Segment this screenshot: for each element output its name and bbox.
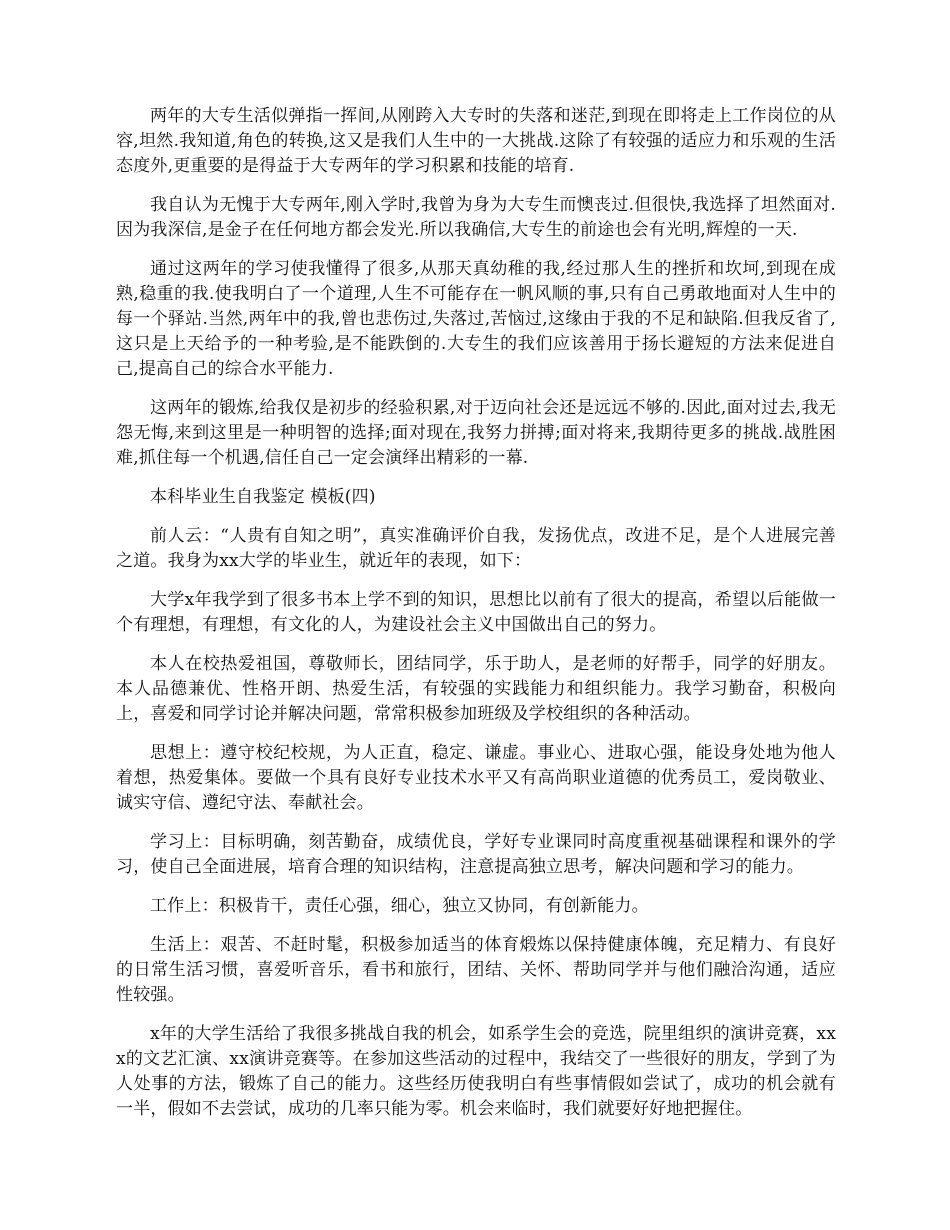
paragraph-3: 通过这两年的学习使我懂得了很多,从那天真幼稚的我,经过那人生的挫折和坎坷,到现在成熟,稳重的我.使我明白了一个道理,人生不可能存在一帆风顺的事,只有自己勇敢地面对人生中的每一个驿站.当然,两年中的我,曾也悲伤过,失落过,苦恼过,这缘由于我的不足和缺陷.但我反省了,这只是上天给予的一种考验,是不能跌倒的.大专生的我们应该善用于扬长避短的方法来促进自己,提高自己的综合水平能力.: [116, 259, 836, 379]
paragraph-8: 本人在校热爱祖国，尊敬师长，团结同学，乐于助人，是老师的好帮手，同学的好朋友。本人品德兼优、性格开朗、热爱生活，有较强的实践能力和组织能力。我学习勤奋，积极向上，喜爱和同学讨论并解决问题，常常积极参加班级及学校组织的各种活动。: [116, 654, 836, 724]
paragraph-12: 生活上：艰苦、不赶时髦，积极参加适当的体育煅炼以保持健康体魄，充足精力、有良好的日常生活习惯，喜爱听音乐，看书和旅行，团结、关怀、帮助同学并与他们融洽沟通，适应性较强。: [116, 935, 836, 1005]
paragraph-9: 思想上：遵守校纪校规，为人正直，稳定、谦虚。事业心、进取心强，能设身处地为他人着想，热爱集体。要做一个具有良好专业技术水平又有高尚职业道德的优秀员工，爱岗敬业、诚实守信、遵纪守法、奉献社会。: [116, 743, 836, 813]
paragraph-4: 这两年的锻炼,给我仅是初步的经验积累,对于迈向社会还是远远不够的.因此,面对过去,我无怨无悔,来到这里是一种明智的选择;面对现在,我努力拼搏;面对将来,我期待更多的挑战.战胜困难,抓住每一个机遇,信任自己一定会演绎出精彩的一幕.: [116, 398, 836, 468]
paragraph-2: 我自认为无愧于大专两年,刚入学时,我曾为身为大专生而懊丧过.但很快,我选择了坦然面对.因为我深信,是金子在任何地方都会发光.所以我确信,大专生的前途也会有光明,辉煌的一天.: [116, 195, 836, 240]
document-body: [116, 104, 836, 1136]
paragraph-13: x年的大学生活给了我很多挑战自我的机会，如系学生会的竞选，院里组织的演讲竞赛，xxx的文艺汇演、xx演讲竞赛等。在参加这些活动的过程中，我结交了一些很好的朋友，学到了为人处事的方法，锻炼了自己的能力。这些经历使我明白有些事情假如尝试了，成功的机会就有一半，假如不去尝试，成功的几率只能为零。机会来临时，我们就要好好地把握住。: [116, 1024, 836, 1119]
paragraph-11: 工作上：积极肯干，责任心强，细心，独立又协同，有创新能力。: [150, 896, 649, 916]
paragraph-1: 两年的大专生活似弹指一挥间,从刚跨入大专时的失落和迷茫,到现在即将走上工作岗位的从容,坦然.我知道,角色的转换,这又是我们人生中的一大挑战.这除了有较强的适应力和乐观的生活态度外,更重要的是得益于大专两年的学习积累和技能的培育.: [116, 106, 836, 176]
paragraph-10: 学习上：目标明确，刻苦勤奋，成绩优良，学好专业课同时高度重视基础课程和课外的学习，使自己全面进展，培育合理的知识结构，注意提高独立思考，解决问题和学习的能力。: [116, 832, 836, 877]
paragraph-7: 大学x年我学到了很多书本上学不到的知识，思想比以前有了很大的提高，希望以后能做一个有理想，有理想，有文化的人，为建设社会主义中国做出自己的努力。: [116, 590, 836, 635]
paragraph-6: 前人云：“人贵有自知之明”，真实准确评价自我，发扬优点，改进不足，是个人进展完善之道。我身为xx大学的毕业生，就近年的表现，如下：: [116, 526, 836, 571]
section-heading: 本科毕业生自我鉴定 模板(四): [150, 487, 376, 507]
